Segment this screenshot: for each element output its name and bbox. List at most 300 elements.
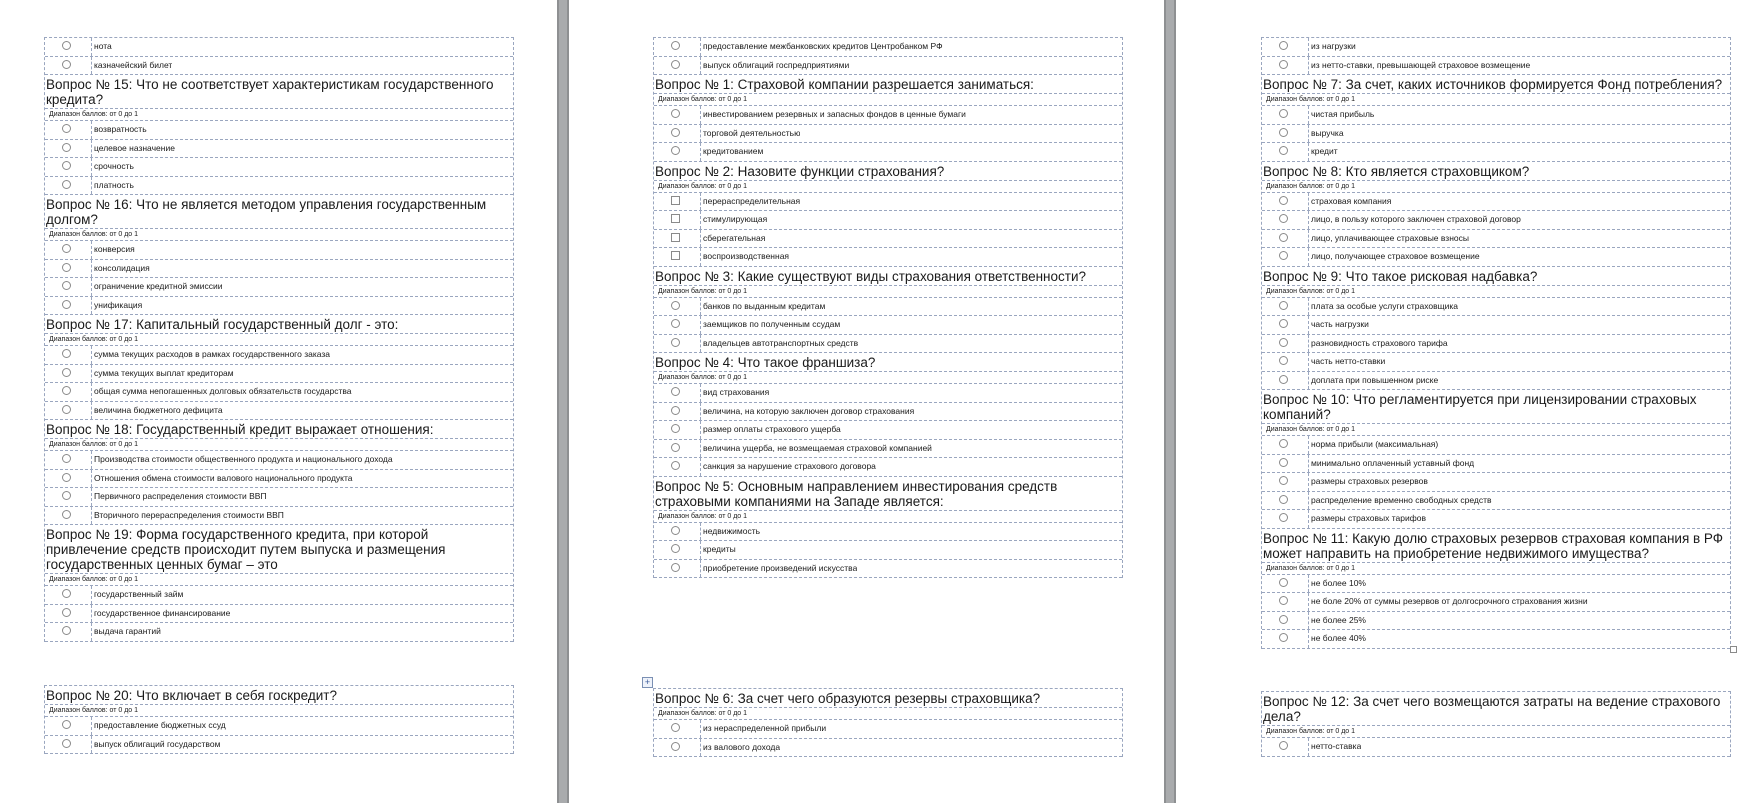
radio-button[interactable] bbox=[671, 128, 680, 137]
radio-button[interactable] bbox=[671, 461, 680, 470]
score-range: Диапазон баллов: от 0 до 1 bbox=[1262, 94, 1730, 106]
option-label: кредиты bbox=[703, 544, 736, 554]
radio-button[interactable] bbox=[671, 544, 680, 553]
radio-button[interactable] bbox=[671, 338, 680, 347]
score-range: Диапазон баллов: от 0 до 1 bbox=[654, 286, 1122, 298]
radio-button[interactable] bbox=[1279, 251, 1288, 260]
radio-button[interactable] bbox=[1279, 476, 1288, 485]
radio-button[interactable] bbox=[62, 510, 71, 519]
radio-button[interactable] bbox=[1279, 458, 1288, 467]
option-control-cell bbox=[1262, 473, 1309, 491]
option-label: казначейский билет bbox=[94, 59, 173, 70]
radio-button[interactable] bbox=[62, 349, 71, 358]
score-range: Диапазон баллов: от 0 до 1 bbox=[654, 372, 1122, 384]
radio-button[interactable] bbox=[1279, 128, 1288, 137]
option-control-cell bbox=[654, 523, 701, 541]
radio-button[interactable] bbox=[1279, 60, 1288, 69]
option-label: платность bbox=[94, 179, 134, 190]
radio-button[interactable] bbox=[671, 109, 680, 118]
radio-button[interactable] bbox=[671, 60, 680, 69]
question-table-body bbox=[1261, 37, 1731, 649]
radio-button[interactable] bbox=[671, 319, 680, 328]
question-table-body bbox=[1261, 691, 1731, 757]
answer-option[interactable] bbox=[45, 121, 513, 140]
answer-option[interactable] bbox=[654, 316, 1122, 335]
option-control-cell bbox=[654, 38, 701, 56]
answer-option[interactable] bbox=[654, 211, 1122, 230]
radio-button[interactable] bbox=[62, 300, 71, 309]
answer-option[interactable] bbox=[1262, 248, 1730, 267]
resize-icon[interactable] bbox=[1730, 646, 1737, 653]
option-control-cell bbox=[1262, 193, 1309, 211]
option-label: разновидность страхового тарифа bbox=[1311, 337, 1448, 348]
option-control-cell bbox=[45, 623, 92, 641]
checkbox[interactable] bbox=[671, 233, 680, 242]
answer-option[interactable] bbox=[654, 125, 1122, 144]
option-control-cell bbox=[45, 470, 92, 488]
answer-option[interactable] bbox=[45, 402, 513, 421]
answer-option[interactable] bbox=[654, 106, 1122, 125]
score-range: Диапазон баллов: от 0 до 1 bbox=[654, 181, 1122, 193]
answer-option[interactable] bbox=[45, 158, 513, 177]
answer-option[interactable] bbox=[654, 739, 1122, 758]
question-table bbox=[44, 37, 514, 642]
question-title: Вопрос № 20: Что включает в себя госкредит? bbox=[45, 686, 513, 705]
radio-button[interactable] bbox=[1279, 109, 1288, 118]
answer-option[interactable] bbox=[45, 177, 513, 196]
option-control-cell bbox=[45, 121, 92, 139]
answer-option[interactable] bbox=[1262, 455, 1730, 474]
option-control-cell bbox=[654, 193, 701, 211]
option-label: из нераспределенной прибыли bbox=[703, 723, 827, 733]
answer-option[interactable] bbox=[45, 717, 513, 736]
option-control-cell bbox=[1262, 593, 1309, 611]
option-label: норма прибыли (максимальная) bbox=[1311, 439, 1439, 449]
radio-button[interactable] bbox=[1279, 375, 1288, 384]
option-label: конверсия bbox=[94, 244, 135, 254]
radio-button[interactable] bbox=[62, 281, 71, 290]
radio-button[interactable] bbox=[671, 723, 680, 732]
option-label: владельцев автотранспортных средств bbox=[703, 337, 859, 348]
answer-option[interactable] bbox=[45, 451, 513, 470]
option-label: выдача гарантий bbox=[94, 626, 161, 636]
option-label: нота bbox=[94, 41, 112, 51]
question-title: Вопрос № 4: Что такое франшиза? bbox=[654, 353, 1122, 372]
option-label: вид страхования bbox=[703, 387, 770, 397]
option-control-cell bbox=[654, 248, 701, 266]
radio-button[interactable] bbox=[62, 161, 71, 170]
option-label: величина бюджетного дефицита bbox=[94, 404, 223, 415]
answer-option[interactable] bbox=[654, 421, 1122, 440]
radio-button[interactable] bbox=[671, 563, 680, 572]
radio-button[interactable] bbox=[1279, 578, 1288, 587]
option-control-cell bbox=[654, 230, 701, 248]
answer-option[interactable] bbox=[1262, 492, 1730, 511]
option-label: сумма текущих выплат кредиторам bbox=[94, 367, 234, 378]
radio-button[interactable] bbox=[1279, 596, 1288, 605]
answer-option[interactable] bbox=[654, 523, 1122, 542]
option-label: торговой деятельностью bbox=[703, 127, 801, 138]
radio-button[interactable] bbox=[62, 386, 71, 395]
option-control-cell bbox=[654, 143, 701, 161]
radio-button[interactable] bbox=[62, 626, 71, 635]
radio-button[interactable] bbox=[62, 454, 71, 463]
answer-option[interactable] bbox=[45, 605, 513, 624]
option-label: предоставление бюджетных ссуд bbox=[94, 720, 226, 730]
option-label: лицо, получающее страховое возмещение bbox=[1311, 251, 1480, 261]
checkbox[interactable] bbox=[671, 196, 680, 205]
answer-option[interactable] bbox=[45, 241, 513, 260]
option-label: целевое назначение bbox=[94, 142, 175, 153]
radio-button[interactable] bbox=[1279, 41, 1288, 50]
radio-button[interactable] bbox=[671, 41, 680, 50]
option-label: государственный займ bbox=[94, 589, 184, 599]
document-page-1[interactable] bbox=[0, 0, 557, 803]
option-label: ограничение кредитной эмиссии bbox=[94, 281, 223, 291]
option-control-cell bbox=[45, 717, 92, 735]
radio-button[interactable] bbox=[62, 608, 71, 617]
radio-button[interactable] bbox=[1279, 338, 1288, 347]
option-label: размер оплаты страхового ущерба bbox=[703, 424, 841, 434]
radio-button[interactable] bbox=[1279, 495, 1288, 504]
radio-button[interactable] bbox=[1279, 233, 1288, 242]
answer-option[interactable] bbox=[654, 403, 1122, 422]
radio-button[interactable] bbox=[671, 424, 680, 433]
option-control-cell bbox=[45, 451, 92, 469]
question-table-body bbox=[44, 37, 514, 642]
question-table-body bbox=[44, 685, 514, 754]
option-label: размеры страховых тарифов bbox=[1311, 513, 1426, 523]
answer-option[interactable] bbox=[45, 365, 513, 384]
answer-option[interactable] bbox=[1262, 193, 1730, 212]
option-label: банков по выданным кредитам bbox=[703, 300, 826, 311]
radio-button[interactable] bbox=[62, 405, 71, 414]
option-label: из нагрузки bbox=[1311, 41, 1356, 51]
option-label: консолидация bbox=[94, 262, 150, 273]
option-control-cell bbox=[1262, 230, 1309, 248]
answer-option[interactable] bbox=[1262, 510, 1730, 529]
radio-button[interactable] bbox=[62, 491, 71, 500]
question-table-body bbox=[653, 688, 1123, 757]
question-title: Вопрос № 8: Кто является страховщиком? bbox=[1262, 162, 1730, 181]
option-label: приобретение произведений искусства bbox=[703, 562, 858, 573]
score-range: Диапазон баллов: от 0 до 1 bbox=[45, 229, 513, 241]
score-range: Диапазон баллов: от 0 до 1 bbox=[45, 334, 513, 346]
document-page-2[interactable] bbox=[569, 0, 1164, 803]
radio-button[interactable] bbox=[1279, 356, 1288, 365]
answer-option[interactable] bbox=[45, 260, 513, 279]
question-title: Вопрос № 11: Какую долю страховых резервов страховая компания в РФ может направить на приобретение недвижимого имущества? bbox=[1262, 529, 1730, 563]
question-table bbox=[1261, 691, 1731, 757]
option-control-cell bbox=[1262, 510, 1309, 528]
question-title: Вопрос № 19: Форма государственного кредита, при которой привлечение средств происходит путем выпуска и размещения государственных ценных бумаг – это bbox=[45, 525, 513, 574]
option-label: унификация bbox=[94, 299, 143, 310]
option-label: Вторичного перераспределения стоимости ВВП bbox=[94, 509, 284, 520]
option-label: часть нетто-ставки bbox=[1311, 356, 1386, 366]
question-title: Вопрос № 3: Какие существуют виды страхования ответственности? bbox=[654, 267, 1122, 286]
option-label: лицо, уплачивающее страховые взносы bbox=[1311, 232, 1469, 243]
option-control-cell bbox=[45, 365, 92, 383]
option-label: кредитованием bbox=[703, 146, 764, 156]
answer-option[interactable] bbox=[45, 586, 513, 605]
score-range: Диапазон баллов: от 0 до 1 bbox=[1262, 424, 1730, 436]
answer-option[interactable] bbox=[1262, 230, 1730, 249]
radio-button[interactable] bbox=[62, 263, 71, 272]
answer-option[interactable] bbox=[1262, 575, 1730, 594]
question-title: Вопрос № 15: Что не соответствует характеристикам государственного кредита? bbox=[45, 75, 513, 109]
radio-button[interactable] bbox=[62, 124, 71, 133]
radio-button[interactable] bbox=[62, 244, 71, 253]
answer-option[interactable] bbox=[45, 278, 513, 297]
option-label: перераспределительная bbox=[703, 195, 801, 206]
option-control-cell bbox=[45, 140, 92, 158]
option-label: заемщиков по полученным ссудам bbox=[703, 319, 841, 329]
answer-option[interactable] bbox=[1262, 473, 1730, 492]
checkbox[interactable] bbox=[671, 214, 680, 223]
answer-option[interactable] bbox=[45, 383, 513, 402]
radio-button[interactable] bbox=[1279, 146, 1288, 155]
radio-button[interactable] bbox=[1279, 633, 1288, 642]
answer-option[interactable] bbox=[45, 507, 513, 526]
answer-option[interactable] bbox=[654, 38, 1122, 57]
answer-option[interactable] bbox=[1262, 353, 1730, 372]
answer-option[interactable] bbox=[1262, 316, 1730, 335]
option-control-cell bbox=[45, 158, 92, 176]
answer-option[interactable] bbox=[1262, 125, 1730, 144]
answer-option[interactable] bbox=[45, 470, 513, 489]
option-control-cell bbox=[45, 38, 92, 56]
answer-option[interactable] bbox=[1262, 436, 1730, 455]
page-gutter bbox=[1164, 0, 1176, 803]
option-label: не более 40% bbox=[1311, 633, 1366, 643]
question-title: Вопрос № 12: За счет чего возмещаются затраты на ведение страхового дела? bbox=[1262, 692, 1730, 726]
option-control-cell bbox=[654, 57, 701, 75]
answer-option[interactable] bbox=[1262, 593, 1730, 612]
option-label: санкция за нарушение страхового договора bbox=[703, 461, 876, 471]
radio-button[interactable] bbox=[1279, 196, 1288, 205]
score-range: Диапазон баллов: от 0 до 1 bbox=[1262, 286, 1730, 298]
answer-option[interactable] bbox=[654, 298, 1122, 317]
option-control-cell bbox=[654, 440, 701, 458]
option-control-cell bbox=[1262, 612, 1309, 630]
question-table bbox=[1261, 37, 1731, 649]
option-control-cell bbox=[1262, 57, 1309, 75]
option-label: государственное финансирование bbox=[94, 607, 231, 618]
score-range: Диапазон баллов: от 0 до 1 bbox=[45, 109, 513, 121]
answer-option[interactable] bbox=[654, 248, 1122, 267]
question-title: Вопрос № 17: Капитальный государственный долг - это: bbox=[45, 315, 513, 334]
radio-button[interactable] bbox=[62, 41, 71, 50]
option-control-cell bbox=[45, 346, 92, 364]
question-title: Вопрос № 5: Основным направлением инвестирования средств страховыми компаниями на Западе является: bbox=[654, 477, 1122, 511]
answer-option[interactable] bbox=[45, 57, 513, 76]
option-label: из валового дохода bbox=[703, 741, 781, 752]
option-label: плата за особые услуги страховщика bbox=[1311, 300, 1459, 311]
answer-option[interactable] bbox=[45, 38, 513, 57]
answer-option[interactable] bbox=[45, 346, 513, 365]
option-control-cell bbox=[654, 541, 701, 559]
question-table bbox=[653, 37, 1123, 578]
option-label: лицо, в пользу которого заключен страховой договор bbox=[1311, 214, 1521, 224]
radio-button[interactable] bbox=[1279, 301, 1288, 310]
option-control-cell bbox=[45, 260, 92, 278]
option-label: Первичного распределения стоимости ВВП bbox=[94, 491, 267, 501]
radio-button[interactable] bbox=[1279, 214, 1288, 223]
option-control-cell bbox=[654, 421, 701, 439]
radio-button[interactable] bbox=[62, 180, 71, 189]
answer-option[interactable] bbox=[1262, 143, 1730, 162]
answer-option[interactable] bbox=[1262, 335, 1730, 354]
radio-button[interactable] bbox=[62, 739, 71, 748]
checkbox[interactable] bbox=[671, 251, 680, 260]
score-range: Диапазон баллов: от 0 до 1 bbox=[1262, 181, 1730, 193]
option-label: величина ущерба, не возмещаемая страховой компанией bbox=[703, 442, 932, 453]
answer-option[interactable] bbox=[654, 230, 1122, 249]
option-control-cell bbox=[45, 177, 92, 195]
radio-button[interactable] bbox=[1279, 439, 1288, 448]
option-label: нетто-ставка bbox=[1311, 741, 1362, 751]
option-label: сберегательная bbox=[703, 232, 766, 243]
move-icon[interactable]: + bbox=[642, 677, 653, 688]
answer-option[interactable] bbox=[1262, 298, 1730, 317]
answer-option[interactable] bbox=[654, 541, 1122, 560]
option-label: инвестированием резервных и запасных фондов в ценные бумаги bbox=[703, 109, 966, 119]
radio-button[interactable] bbox=[62, 368, 71, 377]
question-table-body bbox=[653, 37, 1123, 578]
option-label: выпуск облигаций государством bbox=[94, 738, 221, 749]
radio-button[interactable] bbox=[62, 473, 71, 482]
option-control-cell bbox=[1262, 455, 1309, 473]
option-label: возвратность bbox=[94, 124, 147, 134]
answer-option[interactable] bbox=[1262, 738, 1730, 757]
answer-option[interactable] bbox=[654, 720, 1122, 739]
answer-option[interactable] bbox=[654, 560, 1122, 579]
question-title: Вопрос № 2: Назовите функции страхования? bbox=[654, 162, 1122, 181]
option-control-cell bbox=[1262, 575, 1309, 593]
answer-option[interactable] bbox=[45, 623, 513, 642]
option-label: срочность bbox=[94, 161, 134, 171]
answer-option[interactable] bbox=[1262, 612, 1730, 631]
answer-option[interactable] bbox=[1262, 372, 1730, 391]
radio-button[interactable] bbox=[1279, 319, 1288, 328]
option-control-cell bbox=[654, 211, 701, 229]
option-control-cell bbox=[1262, 353, 1309, 371]
question-title: Вопрос № 9: Что такое рисковая надбавка? bbox=[1262, 267, 1730, 286]
option-control-cell bbox=[45, 586, 92, 604]
option-control-cell bbox=[45, 57, 92, 75]
radio-button[interactable] bbox=[671, 387, 680, 396]
option-control-cell bbox=[45, 488, 92, 506]
option-control-cell bbox=[1262, 298, 1309, 316]
option-label: стимулирующая bbox=[703, 214, 768, 224]
option-label: Производства стоимости общественного продукта и национального дохода bbox=[94, 454, 393, 464]
option-control-cell bbox=[1262, 125, 1309, 143]
radio-button[interactable] bbox=[62, 143, 71, 152]
option-control-cell bbox=[654, 125, 701, 143]
option-label: страховая компания bbox=[1311, 195, 1392, 206]
option-control-cell bbox=[654, 739, 701, 757]
radio-button[interactable] bbox=[1279, 513, 1288, 522]
option-label: из нетто-ставки, превышающей страховое возмещение bbox=[1311, 59, 1531, 70]
option-control-cell bbox=[1262, 436, 1309, 454]
radio-button[interactable] bbox=[62, 60, 71, 69]
answer-option[interactable] bbox=[45, 736, 513, 755]
option-label: размеры страховых резервов bbox=[1311, 476, 1428, 486]
question-title: Вопрос № 7: За счет, каких источников формируется Фонд потребления? bbox=[1262, 75, 1730, 94]
answer-option[interactable] bbox=[654, 440, 1122, 459]
radio-button[interactable] bbox=[62, 720, 71, 729]
radio-button[interactable] bbox=[62, 589, 71, 598]
option-label: минимально оплаченный уставный фонд bbox=[1311, 457, 1475, 468]
option-label: часть нагрузки bbox=[1311, 319, 1369, 329]
radio-button[interactable] bbox=[671, 742, 680, 751]
answer-option[interactable] bbox=[654, 458, 1122, 477]
option-control-cell bbox=[45, 605, 92, 623]
score-range: Диапазон баллов: от 0 до 1 bbox=[1262, 563, 1730, 575]
answer-option[interactable] bbox=[1262, 630, 1730, 649]
answer-option[interactable] bbox=[654, 57, 1122, 76]
option-label: не боле 20% от суммы резервов от долгосрочного страхования жизни bbox=[1311, 596, 1588, 606]
score-range: Диапазон баллов: от 0 до 1 bbox=[654, 708, 1122, 720]
radio-button[interactable] bbox=[671, 526, 680, 535]
answer-option[interactable] bbox=[1262, 57, 1730, 76]
option-label: чистая прибыль bbox=[1311, 109, 1375, 119]
option-label: величина, на которую заключен договор страхования bbox=[703, 405, 915, 416]
answer-option[interactable] bbox=[1262, 211, 1730, 230]
question-table bbox=[653, 688, 1123, 757]
radio-button[interactable] bbox=[671, 146, 680, 155]
option-control-cell bbox=[654, 384, 701, 402]
option-label: кредит bbox=[1311, 146, 1338, 156]
score-range: Диапазон баллов: от 0 до 1 bbox=[45, 574, 513, 586]
option-control-cell bbox=[654, 335, 701, 353]
answer-option[interactable] bbox=[654, 384, 1122, 403]
radio-button[interactable] bbox=[671, 443, 680, 452]
answer-option[interactable] bbox=[654, 193, 1122, 212]
option-control-cell bbox=[45, 736, 92, 754]
radio-button[interactable] bbox=[1279, 615, 1288, 624]
option-control-cell bbox=[45, 297, 92, 315]
option-control-cell bbox=[45, 278, 92, 296]
answer-option[interactable] bbox=[1262, 38, 1730, 57]
answer-option[interactable] bbox=[45, 140, 513, 159]
option-label: распределение временно свободных средств bbox=[1311, 494, 1492, 505]
question-title: Вопрос № 6: За счет чего образуются резервы страховщика? bbox=[654, 689, 1122, 708]
option-control-cell bbox=[654, 560, 701, 578]
option-control-cell bbox=[1262, 211, 1309, 229]
answer-option[interactable] bbox=[45, 488, 513, 507]
question-title: Вопрос № 16: Что не является методом управления государственным долгом? bbox=[45, 195, 513, 229]
option-label: недвижимость bbox=[703, 525, 761, 536]
option-label: предоставление межбанковских кредитов Центробанком РФ bbox=[703, 41, 943, 51]
option-control-cell bbox=[654, 720, 701, 738]
radio-button[interactable] bbox=[671, 406, 680, 415]
option-control-cell bbox=[45, 241, 92, 259]
answer-option[interactable] bbox=[1262, 106, 1730, 125]
radio-button[interactable] bbox=[671, 301, 680, 310]
radio-button[interactable] bbox=[1279, 741, 1288, 750]
answer-option[interactable] bbox=[654, 335, 1122, 354]
option-control-cell bbox=[1262, 738, 1309, 756]
score-range: Диапазон баллов: от 0 до 1 bbox=[45, 705, 513, 717]
option-control-cell bbox=[654, 316, 701, 334]
answer-option[interactable] bbox=[654, 143, 1122, 162]
option-control-cell bbox=[1262, 38, 1309, 56]
option-control-cell bbox=[1262, 335, 1309, 353]
document-page-3[interactable] bbox=[1176, 0, 1761, 803]
option-control-cell bbox=[1262, 316, 1309, 334]
answer-option[interactable] bbox=[45, 297, 513, 316]
